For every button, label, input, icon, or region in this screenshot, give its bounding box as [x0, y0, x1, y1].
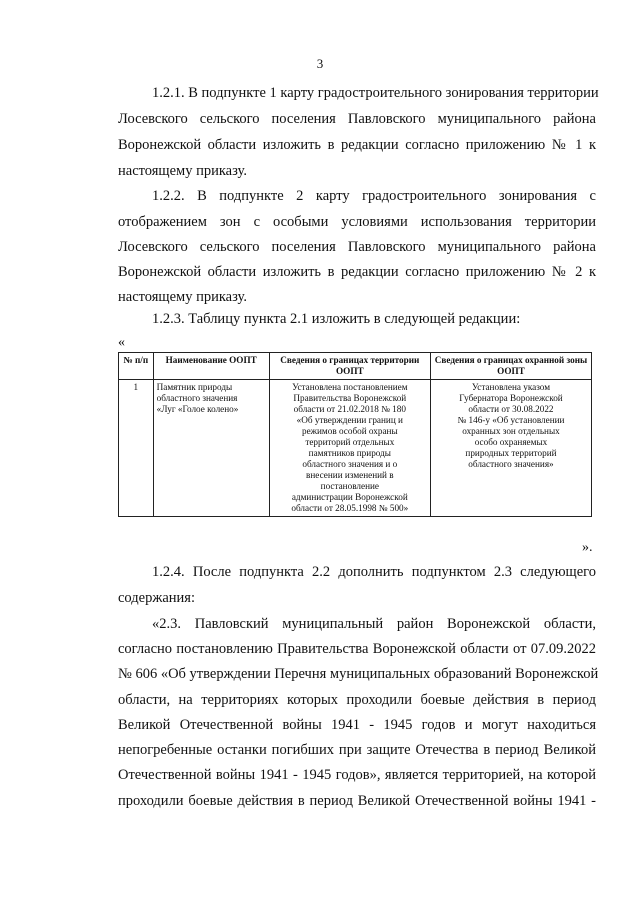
cell-name-line: областного значения	[156, 393, 238, 403]
para-1-2-1-line-4: настоящему приказу.	[118, 163, 247, 179]
para-1-2-1-line-1: 1.2.1. В подпункте 1 карту градостроительного зонирования территории	[152, 85, 599, 101]
para-2-3-line-6: непогребенные останки погибших при защите Отечества в период Великой	[118, 742, 596, 758]
cell-territory-line: Установлена постановлением	[292, 382, 408, 392]
cell-territory-line: области от 21.02.2018 № 180	[293, 404, 406, 414]
cell-zone-line: особо охраняемых	[474, 437, 548, 447]
para-1-2-2-line-4: Воронежской области изложить в редакции согласно приложению № 2 к	[118, 264, 596, 280]
cell-territory-line: областного значения и о	[302, 459, 398, 469]
cell-territory-line: Правительства Воронежской	[293, 393, 407, 403]
page-number: 3	[316, 56, 324, 71]
cell-zone-line: области от 30.08.2022	[468, 404, 554, 414]
para-1-2-2-line-5: настоящему приказу.	[118, 289, 247, 305]
cell-territory-line: «Об утверждении границ и	[296, 415, 403, 425]
para-2-3-line-5: Великой Отечественной войны 1941 - 1945 годов и могут находиться	[118, 717, 596, 733]
cell-name-line: Памятник природы	[156, 382, 233, 392]
para-2-3-line-4: области, на территориях которых проходили боевые действия в период	[118, 692, 596, 708]
oopt-table	[118, 352, 592, 517]
header-protection-zone: Сведения о границах охранной зоны ООПТ	[430, 353, 591, 380]
para-1-2-2-line-3: Лосевского сельского поселения Павловского муниципального района	[118, 239, 596, 255]
para-1-2-4-line-1: 1.2.4. После подпункта 2.2 дополнить подпунктом 2.3 следующего	[152, 564, 596, 580]
quote-open-mark: «	[118, 335, 125, 350]
cell-zone-line: № 146-у «Об установлении	[457, 415, 565, 425]
cell-territory-line: режимов особой охраны	[301, 426, 398, 436]
cell-territory-line: администрации Воронежской	[291, 492, 408, 502]
cell-zone-line: Установлена указом	[471, 382, 551, 392]
cell-name	[153, 380, 269, 517]
para-1-2-1-line-2: Лосевского сельского поселения Павловского муниципального района	[118, 111, 596, 127]
para-1-2-2-line-1: 1.2.2. В подпункте 2 карту градостроительного зонирования с	[152, 188, 596, 204]
cell-num: 1	[119, 380, 154, 517]
cell-territory-line: памятников природы	[308, 448, 391, 458]
para-2-3-line-3: № 606 «Об утверждении Перечня муниципальных образований Воронежской	[118, 666, 599, 682]
header-num: № п/п	[119, 353, 154, 380]
para-1-2-3: 1.2.3. Таблицу пункта 2.1 изложить в следующей редакции:	[152, 311, 521, 327]
para-1-2-2-line-2: отображением зон с особыми условиями использования территории	[118, 214, 596, 230]
para-2-3-line-1: «2.3. Павловский муниципальный район Воронежской области,	[152, 616, 596, 632]
cell-zone-line: Губернатора Воронежской	[459, 393, 563, 403]
cell-territory	[269, 380, 430, 517]
header-name: Наименование ООПТ	[153, 353, 269, 380]
cell-zone-line: охранных зон отдельных	[462, 426, 560, 436]
header-territory: Сведения о границах территории ООПТ	[269, 353, 430, 380]
cell-zone-line: природных территорий	[465, 448, 557, 458]
para-1-2-4-line-2: содержания:	[118, 590, 196, 606]
para-2-3-line-8: проходили боевые действия в период Великой Отечественной войны 1941 -	[118, 793, 596, 809]
table-header-row	[119, 353, 592, 380]
cell-territory-line: области от 28.05.1998 № 500»	[291, 503, 409, 513]
quote-close-mark: ».	[582, 540, 593, 555]
para-2-3-line-7: Отечественной войны 1941 - 1945 годов», является территорией, на которой	[118, 767, 596, 783]
cell-protection-zone	[430, 380, 591, 517]
cell-zone-line: областного значения»	[468, 459, 554, 469]
table-row	[119, 380, 592, 517]
cell-territory-line: внесении изменений в	[306, 470, 394, 480]
cell-territory-line: постановление	[320, 481, 379, 491]
cell-name-line: «Луг «Голое колено»	[156, 404, 239, 414]
para-1-2-1-line-3: Воронежской области изложить в редакции согласно приложению № 1 к	[118, 137, 596, 153]
cell-territory-line: территорий отдельных	[305, 437, 395, 447]
para-2-3-line-2: согласно постановлению Правительства Воронежской области от 07.09.2022	[118, 641, 596, 657]
